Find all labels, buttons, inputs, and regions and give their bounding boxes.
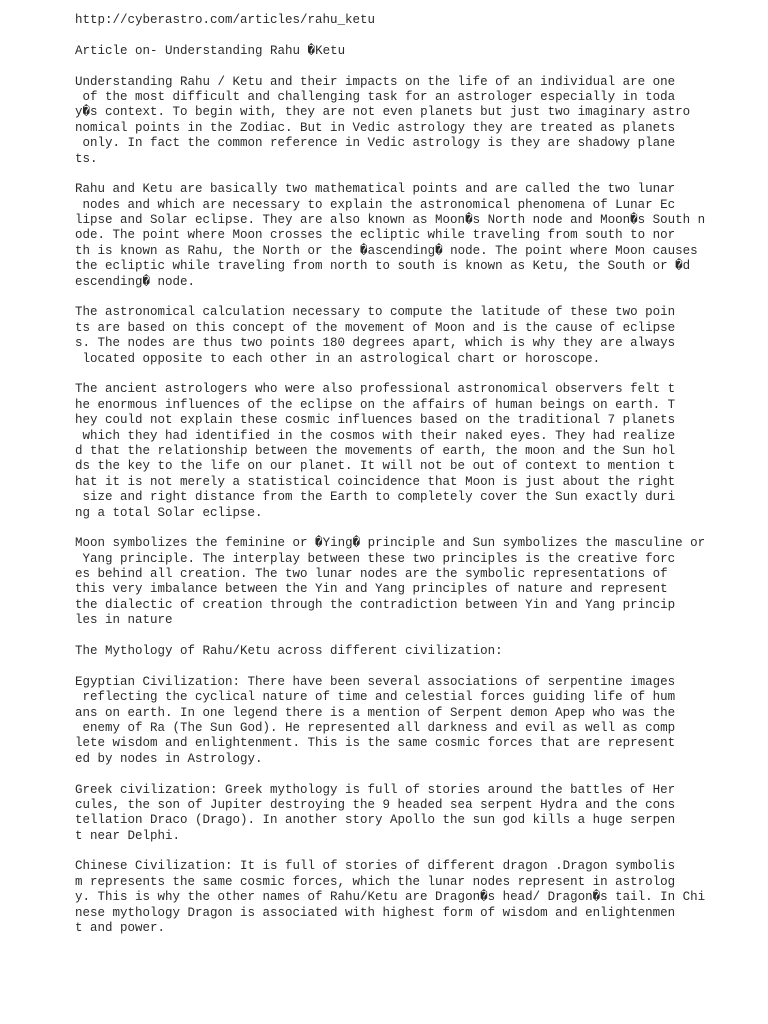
text-line: t near Delphi. [75,828,181,843]
text-line: hey could not explain these cosmic influences based on the traditional 7 planets [75,413,676,428]
text-line: t and power. [75,921,166,936]
source-url [75,13,755,28]
paragraph-gap [75,659,755,674]
text-line: reflecting the cyclical nature of time and celestial forces guiding life of hum [75,690,676,705]
text-line: th is known as Rahu, the North or the �ascending� node. The point where Moon causes [75,243,698,258]
text-line: ng a total Solar eclipse. [75,505,263,520]
text-line: ans on earth. In one legend there is a mention of Serpent demon Apep who was the [75,705,676,720]
text-line: Understanding Rahu / Ketu and their impacts on the life of an individual are one [75,74,676,89]
text-line: s. The nodes are thus two points 180 degrees apart, which is why they are always [75,336,676,351]
text-line: Rahu and Ketu are basically two mathematical points and are called the two lunar [75,182,676,197]
text-line: Article on- Understanding Rahu �Ketu [75,43,346,58]
paragraph-gap [75,167,755,182]
document-page [75,13,755,936]
text-line: located opposite to each other in an astrological chart or horoscope. [75,351,601,366]
text-line: size and right distance from the Earth to completely cover the Sun exactly duri [75,490,676,505]
text-line: Egyptian Civilization: There have been several associations of serpentine images [75,674,676,689]
text-line: only. In fact the common reference in Vedic astrology is they are shadowy plane [75,136,676,151]
text-line: m represents the same cosmic forces, which the lunar nodes represent in astrolog [75,874,676,889]
text-line: nodes and which are necessary to explain the astronomical phenomena of Lunar Ec [75,197,676,212]
text-line: nomical points in the Zodiac. But in Vedic astrology they are treated as planets [75,120,676,135]
text-line: this very imbalance between the Yin and Yang principles of nature and represent [75,582,668,597]
text-line: ts are based on this concept of the movement of Moon and is the cause of eclipse [75,320,676,335]
text-line: ts. [75,151,98,166]
text-line: The astronomical calculation necessary to compute the latitude of these two poin [75,305,676,320]
text-line: Chinese Civilization: It is full of stories of different dragon .Dragon symbolis [75,859,676,874]
paragraph-gap [75,290,755,305]
text-line: Yang principle. The interplay between these two principles is the creative forc [75,551,676,566]
text-line: the ecliptic while traveling from north to south is known as Ketu, the South or �d [75,259,691,274]
text-line: les in nature [75,613,173,628]
text-line: hat it is not merely a statistical coincidence that Moon is just about the right [75,474,676,489]
text-line: which they had identified in the cosmos with their naked eyes. They had realize [75,428,676,443]
paragraph [75,536,755,628]
text-line: the dialectic of creation through the contradiction between Yin and Yang princip [75,597,676,612]
paragraph [75,382,755,521]
paragraph-gap [75,767,755,782]
text-line: lipse and Solar eclipse. They are also known as Moon�s North node and Moon�s South n [75,213,706,228]
text-line: nese mythology Dragon is associated with highest form of wisdom and enlightenmen [75,905,676,920]
article-title [75,44,755,59]
text-line: The Mythology of Rahu/Ketu across different civilization: [75,644,503,659]
text-line: ed by nodes in Astrology. [75,751,263,766]
paragraph [75,182,755,290]
paragraph-gap [75,844,755,859]
text-line: y�s context. To begin with, they are not even planets but just two imaginary astro [75,105,691,120]
text-line: Moon symbolizes the feminine or �Ying� principle and Sun symbolizes the masculine or [75,536,706,551]
text-line: of the most difficult and challenging task for an astrologer especially in toda [75,89,676,104]
paragraph [75,305,755,367]
text-line: Greek civilization: Greek mythology is full of stories around the battles of Her [75,782,676,797]
paragraph [75,859,755,936]
text-line: tellation Draco (Drago). In another story Apollo the sun god kills a huge serpen [75,813,676,828]
text-line: lete wisdom and enlightenment. This is the same cosmic forces that are represent [75,736,676,751]
text-line: http://cyberastro.com/articles/rahu_ketu [75,13,376,27]
text-line: escending� node. [75,274,196,289]
paragraph-gap [75,28,755,43]
text-line: he enormous influences of the eclipse on the affairs of human beings on earth. T [75,397,676,412]
text-line: ode. The point where Moon crosses the ecliptic while traveling from south to nor [75,228,676,243]
text-line: The ancient astrologers who were also professional astronomical observers felt t [75,382,676,397]
paragraph [75,644,755,659]
paragraph [75,75,755,167]
paragraph-gap [75,629,755,644]
text-line: d that the relationship between the movements of earth, the moon and the Sun hol [75,443,676,458]
paragraph [75,675,755,767]
text-line: ds the key to the life on our planet. It will not be out of context to mention t [75,459,676,474]
paragraph [75,783,755,845]
text-line: y. This is why the other names of Rahu/Ketu are Dragon�s head/ Dragon�s tail. In Chi [75,890,706,905]
paragraph-gap [75,521,755,536]
paragraph-gap [75,59,755,74]
text-line: enemy of Ra (The Sun God). He represented all darkness and evil as well as comp [75,720,676,735]
text-line: es behind all creation. The two lunar nodes are the symbolic representations of [75,567,668,582]
paragraph-gap [75,367,755,382]
text-line: cules, the son of Jupiter destroying the 9 headed sea serpent Hydra and the cons [75,797,676,812]
